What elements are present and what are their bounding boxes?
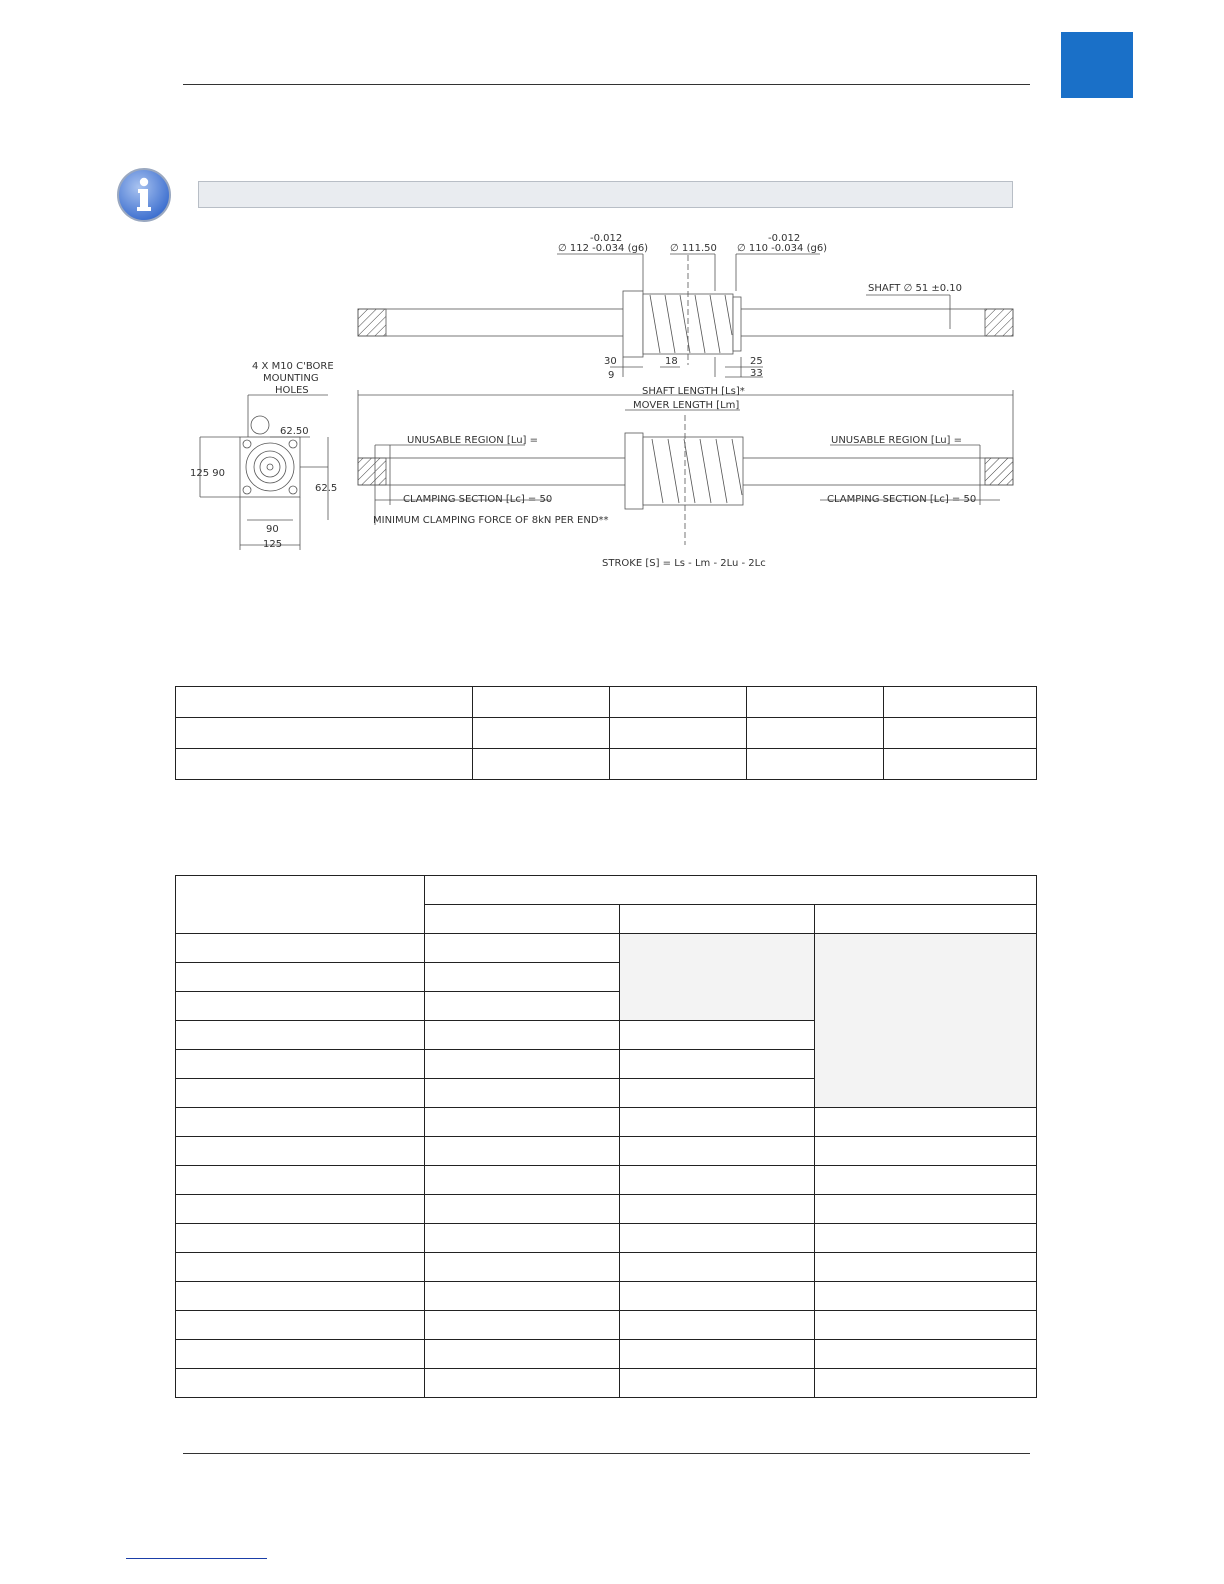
- table-row: [176, 876, 1037, 905]
- label-tol-left: -0.012: [590, 233, 623, 244]
- label-shaft-dia: SHAFT ∅ 51 ±0.10: [868, 283, 963, 294]
- label-dim-9: 9: [608, 370, 615, 381]
- label-dim-625: 62.5: [315, 483, 338, 494]
- label-holes-1: 4 X M10 C'BORE: [252, 361, 334, 372]
- table-row: [176, 1253, 1037, 1282]
- table-2: [175, 875, 1037, 1398]
- label-dia-111: ∅ 111.50: [670, 243, 717, 254]
- label-holes-3: HOLES: [275, 385, 309, 396]
- label-dim-30: 30: [604, 356, 617, 367]
- footer-link-underline[interactable]: [126, 1558, 267, 1559]
- label-stroke: STROKE [S] = Ls - Lm - 2Lu - 2Lc: [602, 558, 766, 569]
- label-dim-125-90: 125 90: [190, 468, 225, 479]
- footer-rule: [183, 1453, 1030, 1454]
- label-dim-25: 25: [750, 356, 763, 367]
- label-clamp-left: CLAMPING SECTION [Lc] = 50: [403, 494, 553, 505]
- table-row: [176, 1166, 1037, 1195]
- table-row: [176, 1311, 1037, 1340]
- table-row: [176, 1195, 1037, 1224]
- label-dim-33: 33: [750, 368, 763, 379]
- label-unusable-right: UNUSABLE REGION [Lu] =: [831, 435, 963, 446]
- table-row: [176, 718, 1037, 749]
- label-unusable-left: UNUSABLE REGION [Lu] =: [407, 435, 539, 446]
- table-row: [176, 1282, 1037, 1311]
- dimension-drawing: [180, 225, 1030, 580]
- label-dim-90: 90: [266, 524, 279, 535]
- label-shaft-length: SHAFT LENGTH [Ls]*: [642, 386, 745, 397]
- table-row: [176, 1340, 1037, 1369]
- label-mover-length: MOVER LENGTH [Lm]: [633, 400, 740, 411]
- label-tol-right: -0.012: [768, 233, 801, 244]
- table-row: [176, 1137, 1037, 1166]
- table-row: [176, 749, 1037, 780]
- note-box: [198, 181, 1013, 208]
- label-holes-2: MOUNTING: [263, 373, 319, 384]
- header-rule: [183, 84, 1030, 85]
- label-dim-18: 18: [665, 356, 678, 367]
- table-row: [176, 1224, 1037, 1253]
- label-dim-6250: 62.50: [280, 426, 309, 437]
- label-dia-110: ∅ 110 -0.034 (g6): [737, 243, 828, 254]
- table-row: [176, 687, 1037, 718]
- table-row: [176, 934, 1037, 963]
- label-min-clamp: MINIMUM CLAMPING FORCE OF 8kN PER END**: [373, 515, 609, 526]
- table-row: [176, 1369, 1037, 1398]
- info-icon: [116, 167, 172, 223]
- label-dia-112: ∅ 112 -0.034 (g6): [558, 243, 649, 254]
- label-dim-125: 125: [263, 539, 283, 550]
- table-row: [176, 1108, 1037, 1137]
- label-clamp-right: CLAMPING SECTION [Lc] = 50: [827, 494, 977, 505]
- table-1: [175, 686, 1037, 780]
- section-tab-block: [1061, 32, 1133, 98]
